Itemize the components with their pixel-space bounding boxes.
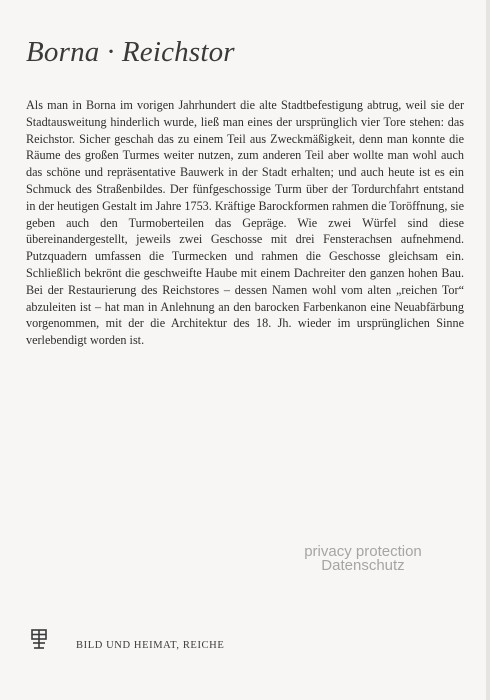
watermark-line-1: privacy protection bbox=[304, 543, 422, 560]
description-text: Als man in Borna im vorigen Jahrhundert die alte Stadtbefestigung abtrug, weil sie der Stadtausweitung hinderlich wurde, ließ man eines der ursprünglich vier Tore stehen: das Reichstor. Sicher geschah das zu einem Teil aus Zweckmäßigkeit, denn man konnte die Räume des großen Turmes weiter nutzen, zum anderen Teil aber wollte man wohl auch das schöne und repräsentative Bauwerk in der Stadt erhalten; und auch heute ist es ein Schmuck des Straßenbildes. Der fünfgeschossige Turm über der Tordurchfahrt entstand in der heutigen Gestalt im Jahre 1753. Kräftige Barockformen rahmen die Toröffnung, sie geben auch den Turmoberteilen das Gepräge. Wie zwei Würfel sind diese übereinandergestellt, jeweils zwei Geschosse mit drei Fensterachsen aufnehmend. Putzquadern umfassen die Turmecken und rahmen die Geschosse gleichsam ein. Schließlich bekrönt die geschweifte Haube mit einem Dachreiter den ganzen hohen Bau. Bei der Restaurierung des Reichstores – dessen Namen wohl vom alten „reichen Tor“ abzuleiten ist – hat man in Anlehnung an den barocken Farbenkanon eine Neuabfärbung vorgenommen, mit der die Architektur des 18. Jh. wieder im ursprünglichen Sinne verlebendigt worden ist. bbox=[26, 98, 464, 348]
card-edge bbox=[486, 0, 490, 700]
watermark-line-2: Datenschutz bbox=[321, 557, 405, 574]
privacy-watermark bbox=[290, 545, 436, 573]
publisher-imprint: BILD UND HEIMAT, REICHE bbox=[76, 640, 225, 651]
page-title: Borna · Reichstor bbox=[26, 36, 235, 68]
publisher-logo-icon bbox=[30, 628, 48, 650]
